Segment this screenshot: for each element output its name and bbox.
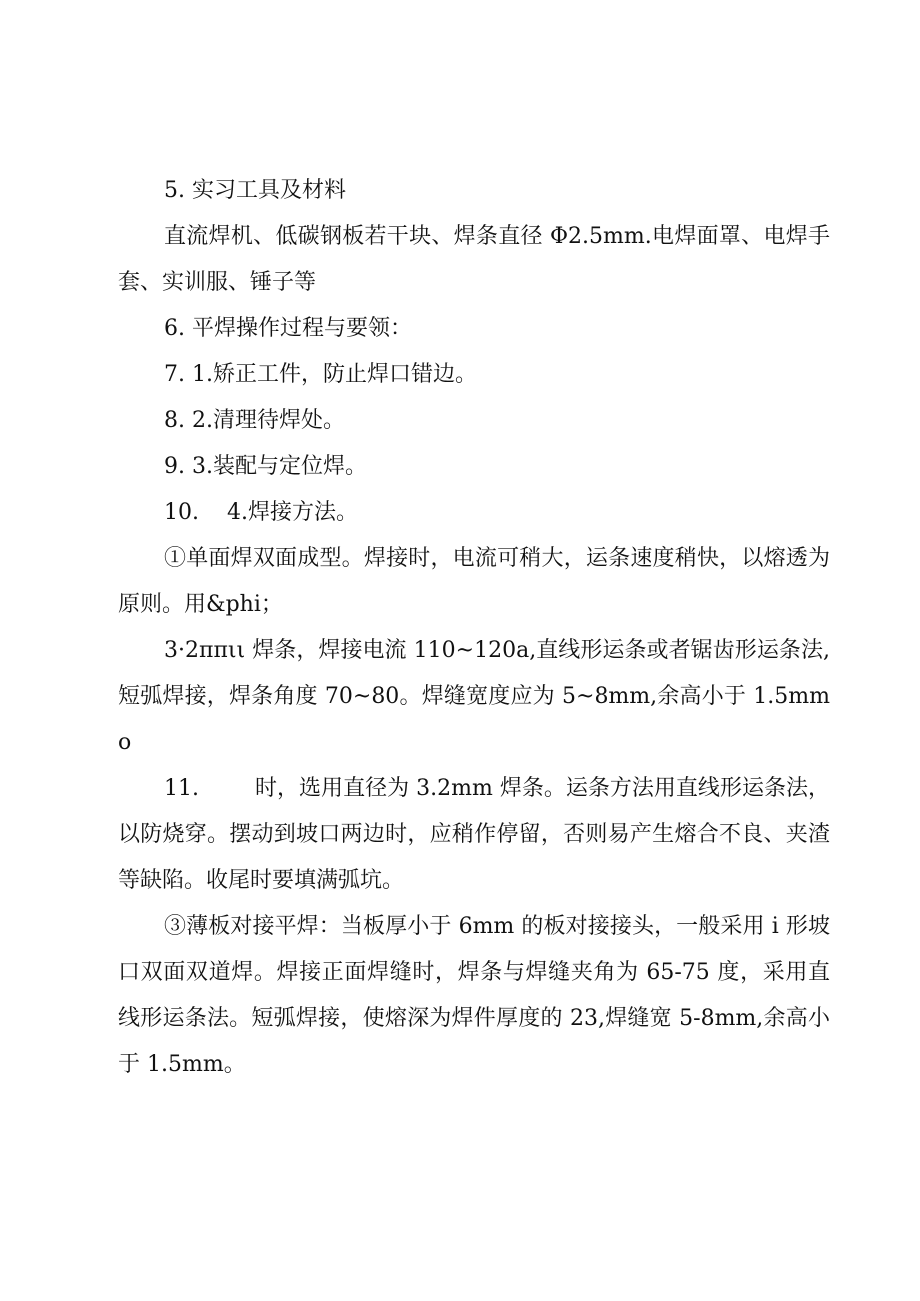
- paragraph-single-side-welding: ①单面焊双面成型。焊接时，电流可稍大，运条速度稍快，以熔透为原则。用&phi；: [118, 546, 830, 617]
- paragraph-tools-list: 直流焊机、低碳钢板若干块、焊条直径 Φ2.5mm.电焊面罩、电焊手套、实训服、锤子等: [118, 224, 830, 295]
- paragraph-step-4: 10. 4.焊接方法。: [164, 500, 358, 525]
- paragraph-step-1: 7. 1.矫正工件，防止焊口错边。: [164, 362, 477, 387]
- paragraph-process-heading: 6. 平焊操作过程与要领：: [164, 316, 412, 341]
- paragraph-step-3: 9. 3.装配与定位焊。: [164, 454, 367, 479]
- paragraph-thin-plate-welding: ③薄板对接平焊：当板厚小于 6mm 的板对接接头，一般采用 i 形坡口双面双道焊。焊接正面焊缝时，焊条与焊缝夹角为 65-75 度，采用直线形运条法。短弧焊接，使熔深为焊件厚度的 23,焊缝宽 5-8mm,余高小于 1.5mm。: [118, 914, 830, 1077]
- paragraph-step-11: 11. 时，选用直径为 3.2mm 焊条。运条方法用直线形运条法，以防烧穿。摆动到坡口两边时，应稍作停留，否则易产生熔合不良、夹渣等缺陷。收尾时要填满弧坑。: [118, 776, 830, 893]
- paragraph-electrode-current: 3·2ππιι 焊条，焊接电流 110~120a,直线形运条或者锯齿形运条法,短弧焊接，焊条角度 70~80。焊缝宽度应为 5~8mm,余高小于 1.5mmo: [118, 638, 830, 755]
- document-body: [118, 168, 830, 1088]
- paragraph-step-2: 8. 2.清理待焊处。: [164, 408, 345, 433]
- paragraph-tools-heading: 5. 实习工具及材料: [164, 178, 346, 203]
